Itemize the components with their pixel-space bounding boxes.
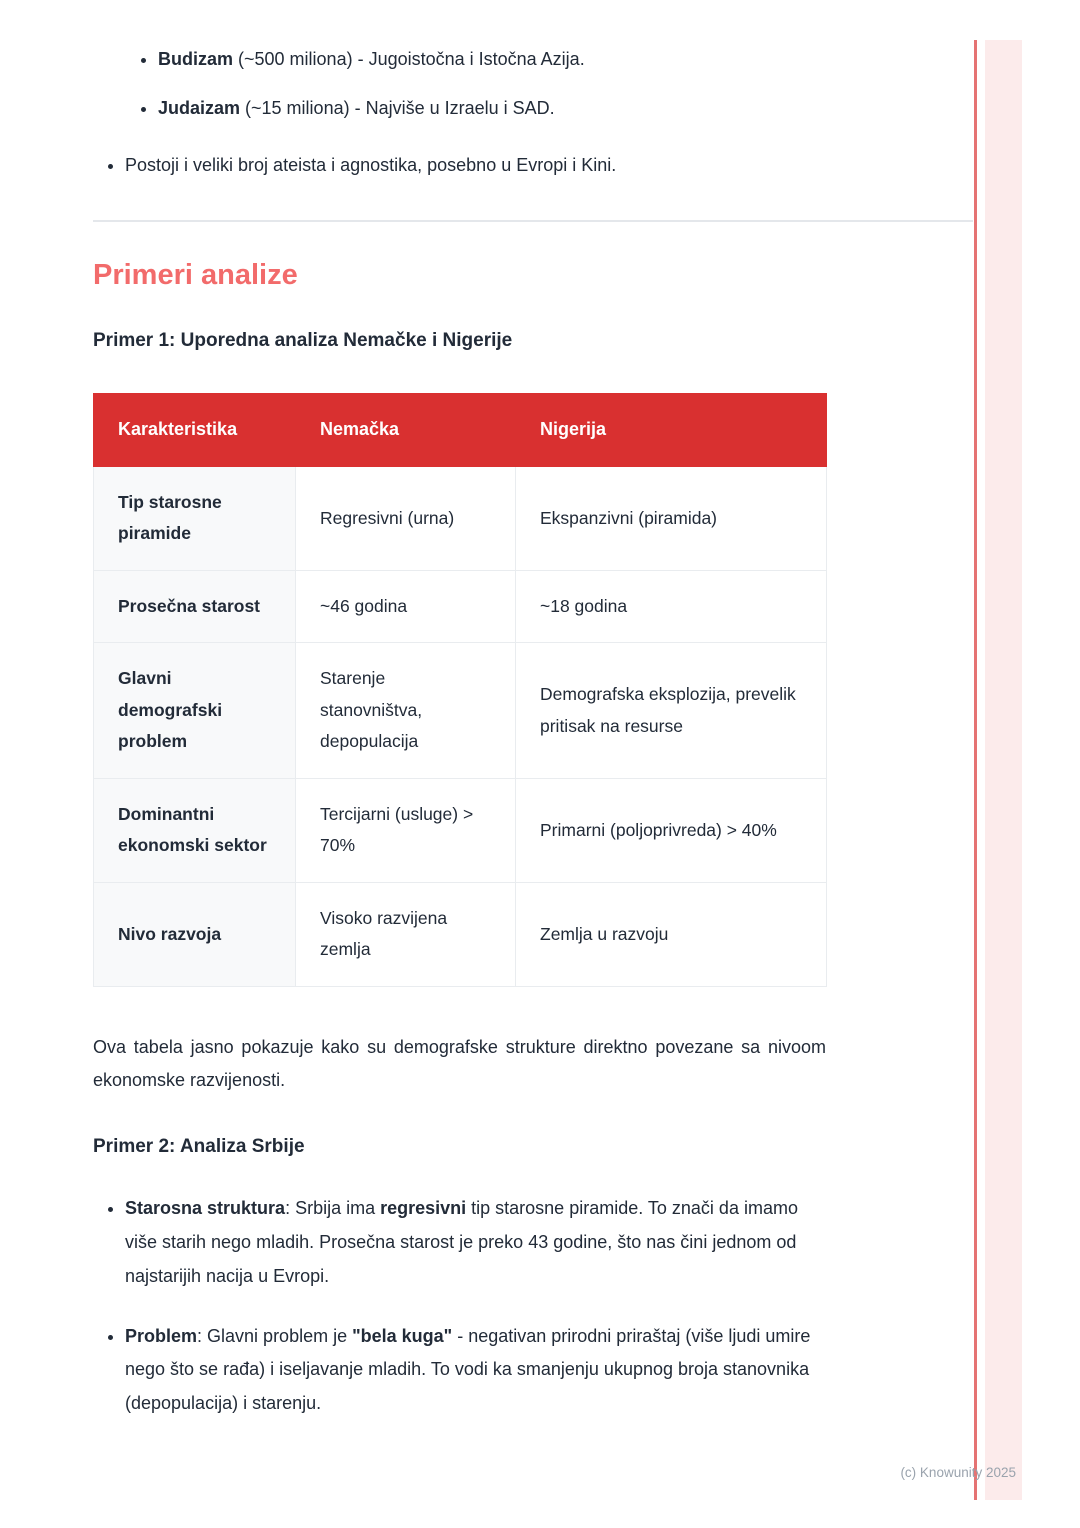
table-row-header: Nivo razvoja: [94, 882, 296, 986]
page-content: [93, 46, 826, 1447]
example-1-title: Primer 1: Uporedna analiza Nemačke i Nigerije: [93, 330, 513, 352]
table-row: [94, 778, 827, 882]
list-item-text: Postoji i veliki broj ateista i agnostika, posebno u Evropi i Kini.: [125, 154, 617, 175]
table-cell: Ekspanzivni (piramida): [516, 466, 827, 570]
section-divider: [93, 220, 973, 222]
list-item-text: Starosna struktura: Srbija ima regresivni tip starosne piramide. To znači da imamo više starih nego mladih. Prosečna starost je preko 43 godine, što nas čini jednom od najstarijih nacija u Evropi.: [125, 1198, 798, 1286]
table-row: [94, 643, 827, 779]
section-heading: Primeri analize: [93, 258, 298, 291]
religions-list: [93, 46, 826, 123]
table-cell: ~46 godina: [296, 570, 516, 643]
copyright-notice: (c) Knowunity 2025: [900, 1465, 1016, 1480]
margin-accent-band: [985, 40, 1022, 1500]
table-row: [94, 466, 827, 570]
list-item-ateisti: [125, 152, 826, 180]
table-header-cell: Nigerija: [516, 394, 827, 467]
serbia-analysis-list: [93, 1192, 826, 1421]
table-row-header: Glavni demografski problem: [94, 643, 296, 779]
table-cell: Regresivni (urna): [296, 466, 516, 570]
table-row: [94, 570, 827, 643]
comparison-table: [93, 393, 827, 987]
list-item-starosna-struktura: [125, 1192, 826, 1293]
table-row: [94, 882, 827, 986]
list-item-budizam: [158, 46, 826, 74]
list-item-text: Problem: Glavni problem je "bela kuga" - negativan prirodni priraštaj (više ljudi umire nego što se rađa) i iseljavanje mladih. To vodi ka smanjenju ukupnog broja stanovnika (depopulacija) i starenju.: [125, 1325, 811, 1414]
table-header-cell: Karakteristika: [94, 394, 296, 467]
table-cell: ~18 godina: [516, 570, 827, 643]
table-row-header: Dominantni ekonomski sektor: [94, 778, 296, 882]
list-item-text: Budizam (~500 miliona) - Jugoistočna i Istočna Azija.: [158, 49, 585, 69]
table-row-header: Prosečna starost: [94, 570, 296, 643]
table-cell: Tercijarni (usluge) > 70%: [296, 778, 516, 882]
table-note-paragraph: Ova tabela jasno pokazuje kako su demografske strukture direktno povezane sa nivoom ekonomske razvijenosti.: [93, 1036, 826, 1091]
table-cell: Visoko razvijena zemlja: [296, 882, 516, 986]
table-header-cell: Nemačka: [296, 394, 516, 467]
list-item-problem: [125, 1320, 826, 1421]
list-item-judaizam: [158, 95, 826, 123]
table-body: [94, 466, 827, 986]
table-cell: Demografska eksplozija, prevelik pritisak na resurse: [516, 643, 827, 779]
table-row-header: Tip starosne piramide: [94, 466, 296, 570]
margin-accent-line: [974, 40, 977, 1500]
table-header-row: [94, 394, 827, 467]
table-cell: Starenje stanovništva, depopulacija: [296, 643, 516, 779]
list-item-text: Judaizam (~15 miliona) - Najviše u Izraelu i SAD.: [158, 97, 555, 118]
example-2-title: Primer 2: Analiza Srbije: [93, 1135, 305, 1157]
table-cell: Zemlja u razvoju: [516, 882, 827, 986]
religions-note-list: [93, 152, 826, 180]
table-cell: Primarni (poljoprivreda) > 40%: [516, 778, 827, 882]
